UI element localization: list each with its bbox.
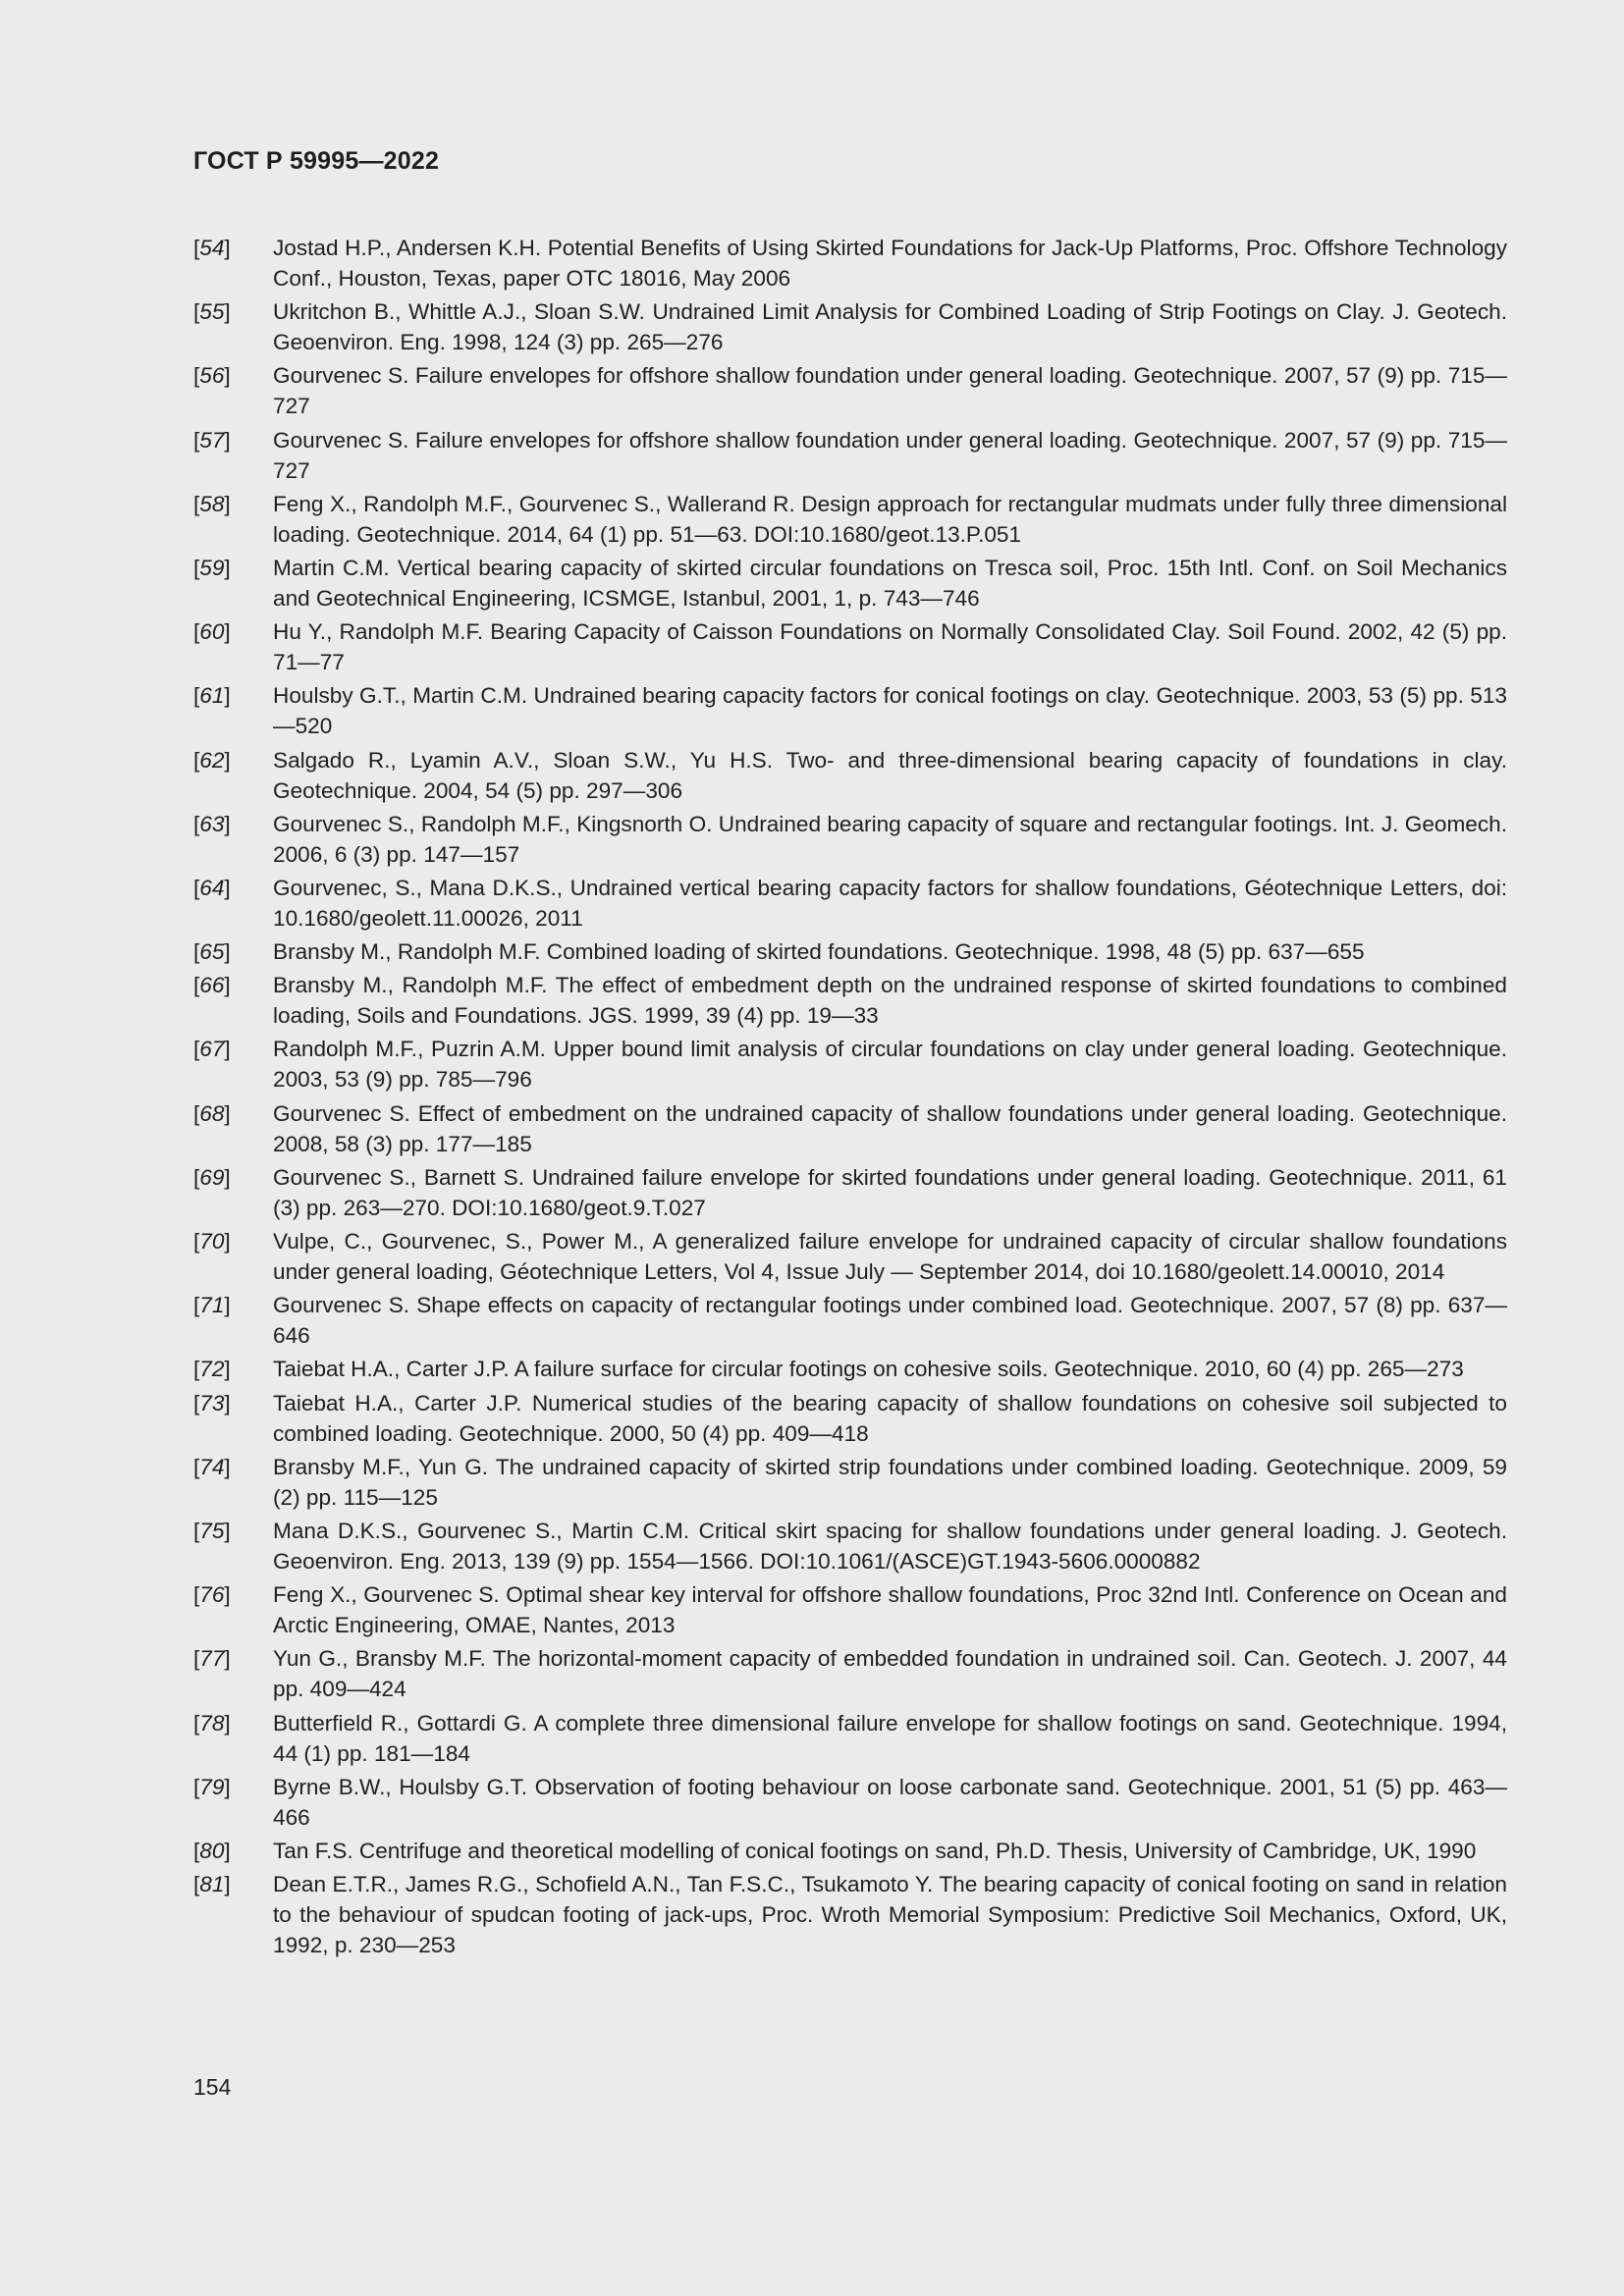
reference-text: Bransby M.F., Yun G. The undrained capacity of skirted strip foundations under combined loading. Geotechnique. 2009, 59 (2) pp. 115—125 xyxy=(273,1454,1507,1510)
reference-text: Feng X., Gourvenec S. Optimal shear key interval for offshore shallow foundations, Proc 32nd Intl. Conference on Ocean and Arctic Engineering, OMAE, Nantes, 2013 xyxy=(273,1582,1507,1638)
reference-text: Martin C.M. Vertical bearing capacity of skirted circular foundations on Tresca soil, Proc. 15th Intl. Conf. on Soil Mechanics and Geotechnical Engineering, ICSMGE, Istanbul, 2001, 1, p. 743—746 xyxy=(273,555,1507,611)
reference-item xyxy=(193,616,1507,677)
reference-item xyxy=(193,1772,1507,1833)
reference-number: [68] xyxy=(193,1100,231,1126)
reference-number-value: 58 xyxy=(199,491,225,516)
reference-number: [60] xyxy=(193,619,231,645)
reference-number-value: 56 xyxy=(199,363,225,389)
reference-number: [76] xyxy=(193,1582,231,1608)
reference-text: Gourvenec S. Failure envelopes for offshore shallow foundation under general loading. Geotechnique. 2007, 57 (9) pp. 715—727 xyxy=(273,427,1507,483)
reference-item xyxy=(193,1226,1507,1287)
reference-item xyxy=(193,1354,1507,1384)
reference-number: [55] xyxy=(193,299,231,325)
reference-text: Mana D.K.S., Gourvenec S., Martin C.M. Critical skirt spacing for shallow foundations under general loading. J. Geotech. Geoenviron. Eng. 2013, 139 (9) pp. 1554—1566. DOI:10.1061/(ASCE)GT.1943-5606.0000882 xyxy=(273,1518,1507,1574)
reference-item xyxy=(193,809,1507,870)
reference-text: Gourvenec S. Failure envelopes for offshore shallow foundation under general loading. Geotechnique. 2007, 57 (9) pp. 715—727 xyxy=(273,363,1507,419)
reference-item xyxy=(193,1290,1507,1351)
reference-item xyxy=(193,1162,1507,1223)
reference-item xyxy=(193,1034,1507,1095)
reference-item xyxy=(193,1579,1507,1640)
reference-number: [78] xyxy=(193,1710,231,1735)
reference-number: [62] xyxy=(193,747,231,773)
reference-text: Vulpe, C., Gourvenec, S., Power M., A generalized failure envelope for undrained capacity of circular shallow foundations under general loading, Géotechnique Letters, Vol 4, Issue July — September 2014, doi 10.1680/geolett.14.00010, 2014 xyxy=(273,1229,1507,1284)
reference-number: [54] xyxy=(193,236,231,260)
reference-text: Taiebat H.A., Carter J.P. A failure surface for circular footings on cohesive soils. Geotechnique. 2010, 60 (4) pp. 265—273 xyxy=(273,1357,1464,1382)
reference-item xyxy=(193,489,1507,550)
reference-item xyxy=(193,1708,1507,1769)
reference-number: [58] xyxy=(193,491,231,516)
reference-text: Dean E.T.R., James R.G., Schofield A.N., Tan F.S.C., Tsukamoto Y. The bearing capacity of conical footing on sand in relation to the behaviour of spudcan footing of jack-ups, Proc. Wroth Memorial Symposium: Predictive Soil Mechanics, Oxford, UK, 1992, p. 230—253 xyxy=(273,1872,1507,1958)
reference-number-value: 79 xyxy=(199,1774,225,1799)
reference-number-value: 77 xyxy=(199,1646,225,1672)
reference-item xyxy=(193,1388,1507,1449)
reference-number: [71] xyxy=(193,1293,231,1318)
reference-text: Butterfield R., Gottardi G. A complete three dimensional failure envelope for shallow footings on sand. Geotechnique. 1994, 44 (1) pp. 181—184 xyxy=(273,1710,1507,1766)
reference-number: [77] xyxy=(193,1646,231,1672)
reference-text: Jostad H.P., Andersen K.H. Potential Benefits of Using Skirted Foundations for Jack-Up Platforms, Proc. Offshore Technology Conf., Houston, Texas, paper OTC 18016, May 2006 xyxy=(273,236,1507,291)
reference-text: Gourvenec S., Barnett S. Undrained failure envelope for skirted foundations under general loading. Geotechnique. 2011, 61 (3) pp. 263—270. DOI:10.1680/geot.9.T.027 xyxy=(273,1164,1507,1220)
reference-text: Tan F.S. Centrifuge and theoretical modelling of conical footings on sand, Ph.D. Thesis, University of Cambridge, UK, 1990 xyxy=(273,1838,1477,1863)
reference-text: Byrne B.W., Houlsby G.T. Observation of footing behaviour on loose carbonate sand. Geotechnique. 2001, 51 (5) pp. 463—466 xyxy=(273,1774,1507,1830)
reference-number-value: 63 xyxy=(199,811,225,836)
reference-item xyxy=(193,1869,1507,1960)
reference-number: [73] xyxy=(193,1390,231,1415)
reference-number: [56] xyxy=(193,363,231,389)
reference-number-value: 54 xyxy=(199,236,225,260)
page-number: 154 xyxy=(193,2074,232,2100)
reference-text: Bransby M., Randolph M.F. The effect of embedment depth on the undrained response of skirted foundations to combined loading, Soils and Foundations. JGS. 1999, 39 (4) pp. 19—33 xyxy=(273,973,1507,1029)
reference-item xyxy=(193,745,1507,806)
reference-text: Gourvenec S., Randolph M.F., Kingsnorth O. Undrained bearing capacity of square and rectangular footings. Int. J. Geomech. 2006, 6 (3) pp. 147—157 xyxy=(273,811,1507,867)
reference-number: [66] xyxy=(193,973,231,998)
reference-number-value: 74 xyxy=(199,1454,225,1479)
reference-number: [75] xyxy=(193,1518,231,1543)
reference-number: [63] xyxy=(193,811,231,836)
reference-number-value: 76 xyxy=(199,1582,225,1608)
reference-number: [64] xyxy=(193,875,231,900)
reference-number: [61] xyxy=(193,683,231,709)
reference-item xyxy=(193,233,1507,294)
reference-text: Gourvenec, S., Mana D.K.S., Undrained vertical bearing capacity factors for shallow foundations, Géotechnique Letters, doi: 10.1680/geolett.11.00026, 2011 xyxy=(273,875,1507,931)
reference-number: [70] xyxy=(193,1229,231,1254)
reference-text: Ukritchon B., Whittle A.J., Sloan S.W. Undrained Limit Analysis for Combined Loading of Strip Footings on Clay. J. Geotech. Geoenviron. Eng. 1998, 124 (3) pp. 265—276 xyxy=(273,299,1507,355)
reference-text: Gourvenec S. Effect of embedment on the undrained capacity of shallow foundations under general loading. Geotechnique. 2008, 58 (3) pp. 177—185 xyxy=(273,1100,1507,1156)
reference-number-value: 61 xyxy=(199,683,225,709)
reference-item xyxy=(193,1643,1507,1704)
reference-item xyxy=(193,1836,1507,1866)
reference-number-value: 69 xyxy=(199,1164,225,1190)
reference-number-value: 62 xyxy=(199,747,225,773)
reference-text: Houlsby G.T., Martin C.M. Undrained bearing capacity factors for conical footings on clay. Geotechnique. 2003, 53 (5) pp. 513—520 xyxy=(273,683,1507,739)
reference-text: Gourvenec S. Shape effects on capacity of rectangular footings under combined load. Geotechnique. 2007, 57 (8) pp. 637—646 xyxy=(273,1293,1507,1349)
reference-number-value: 57 xyxy=(199,427,225,453)
reference-text: Bransby M., Randolph M.F. Combined loading of skirted foundations. Geotechnique. 1998, 48 (5) pp. 637—655 xyxy=(273,939,1365,965)
reference-text: Randolph M.F., Puzrin A.M. Upper bound limit analysis of circular foundations on clay under general loading. Geotechnique. 2003, 53 (9) pp. 785—796 xyxy=(273,1037,1507,1093)
reference-number: [59] xyxy=(193,555,231,580)
reference-number-value: 67 xyxy=(199,1037,225,1062)
reference-item xyxy=(193,970,1507,1031)
reference-number-value: 64 xyxy=(199,875,225,900)
reference-list xyxy=(193,233,1507,1963)
reference-text: Hu Y., Randolph M.F. Bearing Capacity of Caisson Foundations on Normally Consolidated Clay. Soil Found. 2002, 42 (5) pp. 71—77 xyxy=(273,619,1507,675)
reference-item xyxy=(193,360,1507,421)
reference-item xyxy=(193,1516,1507,1576)
reference-number-value: 68 xyxy=(199,1100,225,1126)
reference-item xyxy=(193,1098,1507,1159)
reference-number-value: 75 xyxy=(199,1518,225,1543)
reference-item xyxy=(193,425,1507,486)
reference-number-value: 55 xyxy=(199,299,225,325)
reference-item xyxy=(193,680,1507,741)
reference-text: Yun G., Bransby M.F. The horizontal-moment capacity of embedded foundation in undrained soil. Can. Geotech. J. 2007, 44 pp. 409—424 xyxy=(273,1646,1507,1702)
reference-number-value: 71 xyxy=(199,1293,225,1318)
reference-number: [80] xyxy=(193,1838,231,1863)
reference-number: [67] xyxy=(193,1037,231,1062)
reference-text: Feng X., Randolph M.F., Gourvenec S., Wallerand R. Design approach for rectangular mudmats under fully three dimensional loading. Geotechnique. 2014, 64 (1) pp. 51—63. DOI:10.1680/geot.13.P.051 xyxy=(273,491,1507,547)
reference-number: [74] xyxy=(193,1454,231,1479)
page-header: ГОСТ Р 59995—2022 xyxy=(193,147,440,175)
reference-number-value: 78 xyxy=(199,1710,225,1735)
reference-item xyxy=(193,873,1507,934)
reference-number: [69] xyxy=(193,1164,231,1190)
reference-number: [79] xyxy=(193,1774,231,1799)
reference-item xyxy=(193,1452,1507,1513)
reference-number-value: 60 xyxy=(199,619,225,645)
reference-text: Salgado R., Lyamin A.V., Sloan S.W., Yu H.S. Two- and three-dimensional bearing capacity of foundations in clay. Geotechnique. 2004, 54 (5) pp. 297—306 xyxy=(273,747,1507,803)
reference-number: [65] xyxy=(193,939,231,965)
reference-number: [72] xyxy=(193,1357,231,1382)
reference-number-value: 59 xyxy=(199,555,225,580)
reference-item xyxy=(193,553,1507,614)
reference-number: [81] xyxy=(193,1872,231,1897)
reference-number-value: 66 xyxy=(199,973,225,998)
reference-number-value: 65 xyxy=(199,939,225,965)
reference-number-value: 73 xyxy=(199,1390,225,1415)
reference-item xyxy=(193,296,1507,357)
reference-text: Taiebat H.A., Carter J.P. Numerical studies of the bearing capacity of shallow foundations on cohesive soil subjected to combined loading. Geotechnique. 2000, 50 (4) pp. 409—418 xyxy=(273,1390,1507,1446)
reference-number-value: 80 xyxy=(199,1838,225,1863)
reference-item xyxy=(193,936,1507,967)
reference-number-value: 70 xyxy=(199,1229,225,1254)
reference-number-value: 81 xyxy=(199,1872,225,1897)
reference-number: [57] xyxy=(193,427,231,453)
reference-number-value: 72 xyxy=(199,1357,225,1382)
